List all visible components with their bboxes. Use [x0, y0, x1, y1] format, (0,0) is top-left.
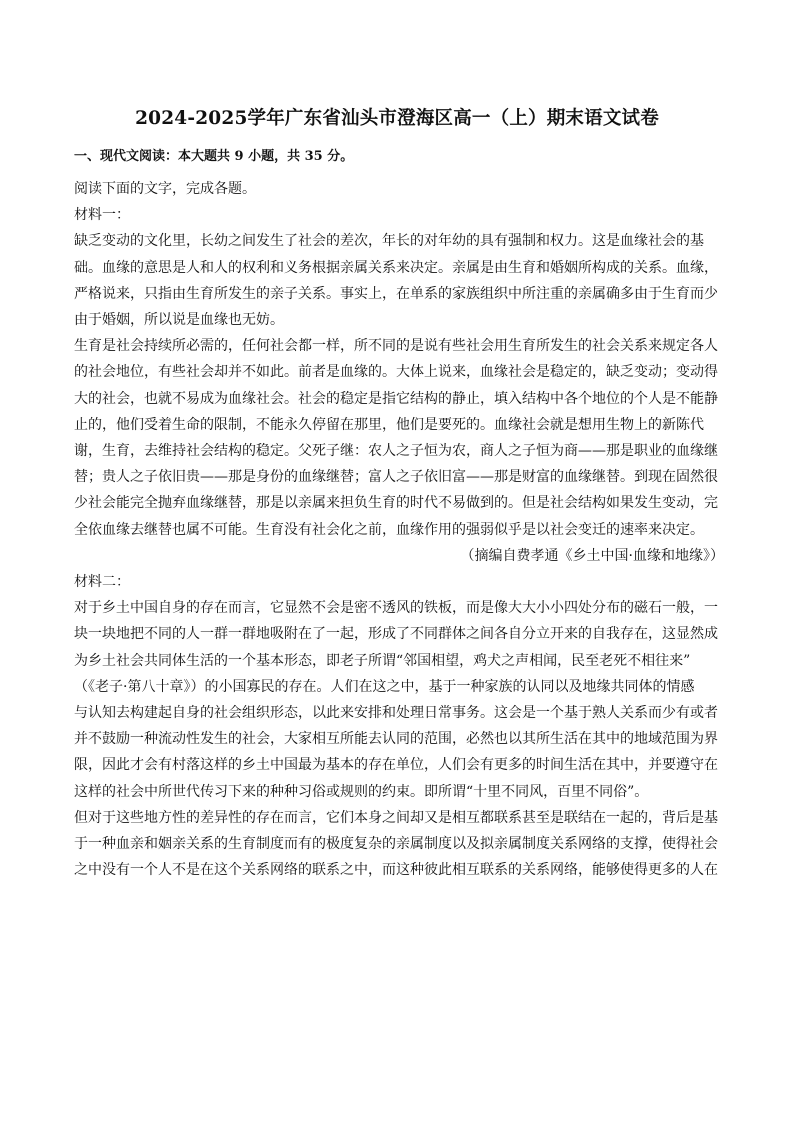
material2-line: 之中没有一个人不是在这个关系网络的联系之中，而这种彼此相互联系的关系网络，能够使得更多的人在	[74, 862, 718, 879]
material2-line: 这样的社会中所世代传习下来的种种习俗或规则的约束。即所谓“十里不同风，百里不同俗”。	[74, 783, 649, 800]
material1-line: 少社会能完全抛弃血缘继替，那是以亲属来担负生育的时代不易做到的。但是社会结构如果发生变动，完	[74, 495, 718, 512]
section-heading	[74, 145, 353, 164]
material1-line: 由于婚姻，所以说是血缘也无妨。	[74, 312, 284, 329]
material1-source: （摘编自费孝通《乡土中国·血缘和地缘》）	[460, 547, 724, 564]
material2-line: 于一种血亲和姻亲关系的生育制度而有的极度复杂的亲属制度以及拟亲属制度关系网络的支撑，使得社会	[74, 836, 718, 853]
reading-content	[74, 176, 724, 883]
material2-line: 但对于这些地方性的差异性的存在而言，它们本身之间却又是相互都联系甚至是联结在一起的，背后是基	[74, 809, 718, 826]
material1-line: 谢，生育，去维持社会结构的稳定。父死子继：农人之子恒为农，商人之子恒为商——那是职业的血缘继	[74, 443, 718, 460]
material2-line: 为乡土社会共同体生活的一个基本形态，即老子所谓“邻国相望，鸡犬之声相闻，民至老死不相往来”	[74, 652, 691, 669]
instruction: 阅读下面的文字，完成各题。	[74, 181, 256, 197]
material1-line: 大的社会，也就不易成为血缘社会。社会的稳定是指它结构的静止，填入结构中各个地位的个人是不能静	[74, 390, 718, 407]
material1-line: 的社会地位，有些社会却并不如此。前者是血缘的。大体上说来，血缘社会是稳定的，缺乏变动；变动得	[74, 364, 718, 381]
material1-line: 缺乏变动的文化里，长幼之间发生了社会的差次，年长的对年幼的具有强制和权力。这是血缘社会的基	[74, 233, 704, 250]
material1-line: 础。血缘的意思是人和人的权利和义务根据亲属关系来决定。亲属是由生育和婚姻所构成的关系。血缘，	[74, 259, 718, 276]
document-title: 2024-2025学年广东省汕头市澄海区高一（上）期末语文试卷	[135, 108, 659, 129]
material2-line: 限，因此才会有村落这样的乡土中国最为基本的存在单位，人们会有更多的时间生活在其中，并要遵守在	[74, 757, 718, 774]
material1-line: 严格说来，只指由生育所发生的亲子关系。事实上，在单系的家族组织中所注重的亲属确多由于生育而少	[74, 285, 718, 302]
material2-line: 对于乡土中国自身的存在而言，它显然不会是密不透风的铁板，而是像大大小小四处分布的磁石一般，一	[74, 600, 718, 617]
section-info: 本大题共 9 小题，共 35 分。	[178, 149, 354, 164]
material2-label: 材料二：	[74, 574, 130, 591]
material1-line: 全依血缘去继替也属不可能。生育没有社会化之前，血缘作用的强弱似乎是以社会变迁的速率来决定。	[74, 521, 704, 538]
material2-line: （《老子·第八十章》）的小国寡民的存在。人们在这之中，基于一种家族的认同以及地缘共同体的情感	[74, 678, 695, 695]
material2-line: 并不鼓励一种流动性发生的社会，大家相互所能去认同的范围，必然也以其所生活在其中的地域范围为界	[74, 731, 718, 748]
material1-line: 生育是社会持续所必需的，任何社会都一样，所不同的是说有些社会用生育所发生的社会关系来规定各人	[74, 338, 718, 355]
material1-label: 材料一：	[74, 207, 130, 224]
material1-line: 替；贵人之子依旧贵——那是身份的血缘继替；富人之子依旧富——那是财富的血缘继替。到现在固然很	[74, 469, 718, 486]
section-prefix: 一、现代文阅读：	[74, 149, 179, 164]
material1-line: 止的，他们受着生命的限制，不能永久停留在那里，他们是要死的。血缘社会就是想用生物上的新陈代	[74, 416, 704, 433]
material2-line: 块一块地把不同的人一群一群地吸附在了一起，形成了不同群体之间各自分立开来的自我存在，这显然成	[74, 626, 718, 643]
material2-line: 与认知去构建起自身的社会组织形态，以此来安排和处理日常事务。这会是一个基于熟人关系而少有或者	[74, 705, 718, 722]
